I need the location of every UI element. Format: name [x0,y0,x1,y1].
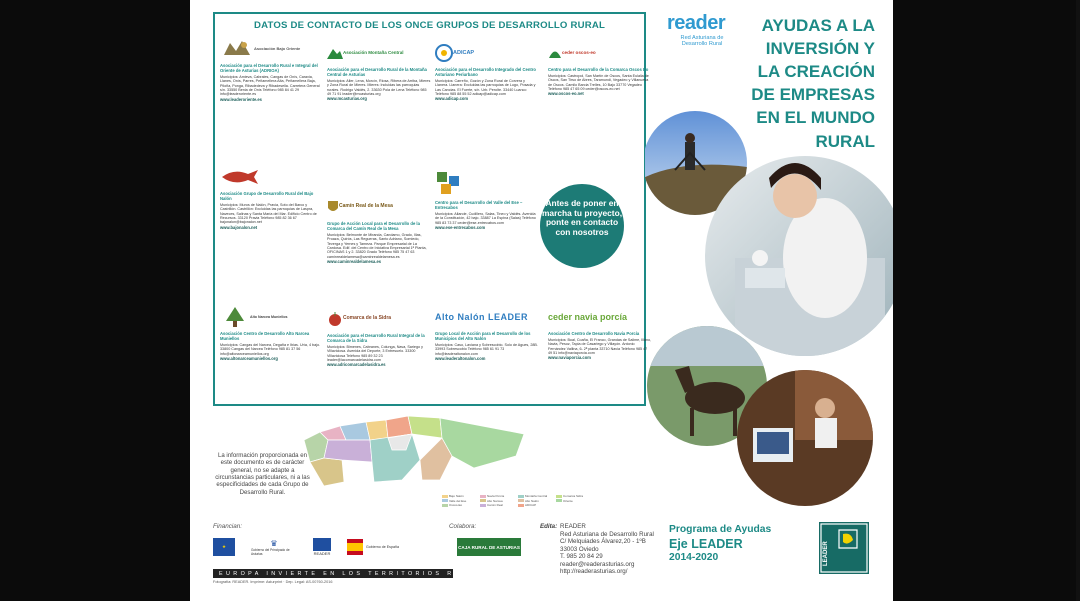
edita-label: Edita: [540,523,558,530]
group-details: Municipios: Caso, Laviana y Sobrescobio. Solo de Agues, 28B. 33993 Sobrescobio Teléfono 985 61 91 73 info@leaderaltonalon.com [435,342,538,356]
alto-nalon-wordmark [435,313,528,322]
group-website-link[interactable]: www.adricomarcadelasidra.es [327,362,386,368]
program-title [669,524,771,565]
leader-logo [819,522,869,574]
group-logo [220,164,324,190]
tree-logo-icon [220,305,250,329]
spain-gov-logo [347,538,427,556]
legend-swatch [442,495,448,498]
legend-label: Bajo Nalón [449,494,464,498]
group-name: Centro para el Desarrollo de la Comarca Oscos Eo [548,67,649,72]
funder-name: READER [313,551,331,556]
program-line-3: 2014-2020 [669,552,719,564]
eu-flag-logo [213,538,235,556]
group-website-link[interactable]: www.leaderoriente.es [220,96,262,102]
publisher-line: T. 985 20 84 29 [560,553,603,561]
publisher-website-link[interactable]: http://readerasturias.org/ [560,568,628,576]
program-line-2: Eje LEADER [669,536,743,551]
group-website-link[interactable]: www.naviaporcia.com [548,355,591,361]
legend-label: Navia Porcía [487,494,505,498]
group-card-montana-central [327,40,431,210]
group-logo [548,304,652,330]
legend-item [518,499,539,503]
group-logo [220,304,324,330]
legend-item [518,503,536,507]
group-logo [327,194,431,220]
fish-logo-icon [220,166,260,188]
group-name: Asociación para el Desarrollo Integrado del Centro Asturiano Periurbano [435,67,536,77]
logo-text: ADICAP [453,49,475,56]
group-website-link[interactable]: www.oscos-eo.net [548,91,584,97]
group-name: Grupo de Acción Local para el Desarrollo de la Comarca del Camín Real de la Mesa [327,221,420,231]
title-line: INVERSIÓN Y [765,39,875,59]
valle-logo-icon [435,170,469,198]
group-website-link[interactable]: www.adicap.com [435,96,469,102]
program-line-1: Programa de Ayudas [669,524,772,535]
group-card-navia-porcia [548,304,652,394]
shield-logo-icon [327,200,339,214]
logo-text: Comarca de la Sidra [343,315,392,322]
asturias-gov-logo [251,536,297,558]
group-website-link[interactable]: www.mcasturias.org [327,96,367,102]
map-legend [442,494,592,508]
legend-label: Camín Real [487,503,503,508]
group-card-oscos-eo [548,40,652,160]
group-website-link[interactable]: www.caminrealdelamesa.es [327,259,382,265]
viewer-scrollbar[interactable] [1076,0,1080,601]
group-card-bajo-nalon [220,164,324,279]
group-details: Municipios: Amieva, Cabrales, Cangas de Onís, Caravia, Llanes, Onís, Parres, Peñamellera Alta, Peñamellera Baja, Piloña, Ponga, Ribadedeva y Ribadesella. Carretera General s/n. 33550 Benia de Onís Teléfono 985 84 41 29 info@leaderoriente.es [220,74,320,97]
legend-label: Valle del Ese [449,498,467,503]
legend-item [442,503,462,507]
group-card-alto-nalon [435,304,539,394]
group-details: Municipios: Allande, Cudillero, Salas, Tineo y Valdés. Avenida de la Constitución, 42 bajo. 33887 La Espina (Salas) Teléfono 985 83 73 37 ceder@ese-entrecabos.com [435,211,536,225]
legend-label: Montaña Central [525,494,548,498]
eu-flag-icon [313,538,331,551]
group-website-link[interactable]: www.leaderaltonalon.com [435,355,486,361]
panel-title: DATOS DE CONTACTO DE LOS ONCE GRUPOS DE DESARROLLO RURAL [253,20,606,31]
group-name: Asociación Grupo de Desarrollo Rural del Bajo Nalón [220,191,314,201]
map-region-sidra [408,416,442,438]
mountain-logo-icon [327,47,343,59]
group-details: Municipios: Muros de Nalón, Pravia, Soto del Barco y Castrillón. Castrillón: Excluidas las parroquias de Laspra, Naveces, Salinas y Santa María del Mar. Edificio Centro de Recursos. 33120 Pravia Teléfono 985 82 36 67 bajonalon@bajonalon.net [220,202,317,225]
group-details: Municipios: Aller, Lena, Morcín, Riosa, Ribera de Arriba, Mieres y Zona Rural de Mieres. Mieres: Incluidas las parroquias rurales. Rodrigo Valdés, 2. 33630 Pola de Lena Teléfono 985 49 71 91 leader@mcasturias.org [327,78,431,96]
legend-item [518,494,547,498]
legend-item [556,494,583,498]
legend-swatch [518,504,524,507]
group-card-adrioa [220,36,324,144]
publisher-line: Red Asturiana de Desarrollo Rural [560,530,654,538]
colabora-label: Colabora: [449,523,477,530]
legend-label: ADICAP [525,503,537,508]
group-name: Asociación Centro de Desarrollo Navia Porcía [548,331,640,336]
crest-icon: ♛ [270,538,278,548]
spain-flag-icon [347,539,363,555]
reader-subtitle-2: Desarrollo Rural [681,41,723,47]
reader-wordmark: reader [667,12,726,34]
group-website-link[interactable]: www.ese-entrecabos.com [435,224,486,230]
publisher-email-link[interactable]: reader@readerasturias.org [560,560,635,568]
legend-item [442,499,466,503]
group-logo [435,304,539,330]
oriente-logo-icon [220,37,254,61]
group-name: Asociación para el Desarrollo Rural e Integral del Oriente de Asturias (ADRIOA) [220,63,318,73]
map-region-oriente [440,418,524,468]
group-logo [220,36,324,62]
legend-swatch [480,495,486,498]
group-details: Municipios: Cangas del Narcea, Degaña e Ibias. Uría, 4 bajo. 33800 Cangas del Narcea Teléfono 985 81 37 56 info@altonarceamuniellos.org [220,342,321,356]
footer [213,518,875,598]
logo-text: Alto Narcea Muniellos [250,314,288,319]
map-region-bajo-nalon [366,420,388,440]
publisher-line: READER [560,523,586,530]
legend-item [442,494,464,498]
financian-label: Financian: [213,523,243,530]
logo-text: Camín Real de la Mesa [339,203,393,210]
group-details: Municipios: Castropol, San Martín de Oscos, Santa Eulalia de Oscos, San Tirso de Abres, Taramundi, Vegadeo y Villanueva de Oscos. Camilo Barcia Trelles, 10 Bajo 33770 Vegadeo Teléfono 985 47 65 09 ceder@oscos-eo.net [548,73,649,92]
adicap-logo-icon [435,44,453,62]
title-line: LA CREACIÓN [757,62,875,82]
funder-name: Gobierno del Principado de Asturias [251,547,290,556]
title-line: EN EL MUNDO [756,108,875,128]
legend-label: Alto Nalón [525,498,539,503]
group-details: Municipios: Carreño, Gozón y Zona Rural de Corvera y Llanera. Llanera: Excluidas las parroquias de Lugo, Posada y Las Cancias. El Fuerte, s/n. Urb. Perolte. 33440 Luanco Teléfono 985 88 55 52 adicap@adicap.com [435,78,536,96]
group-details: Municipios: Bimenes, Cabranes, Colunga, Nava, Sariego y Villaviciosa. Avenida del Deporte, 3 Entresuelo. 33300 Villaviciosa Teléfono 985 89 32 23 leader@lacomarcadelasidra.com [327,344,423,362]
funder-name: Gobierno de España [366,545,399,549]
brochure-page [190,0,893,601]
title-line: DE EMPRESAS [751,85,875,105]
apple-logo-icon [327,311,343,327]
group-details: Municipios: Boal, Coaña, El Franco, Grandas de Salime, Illano, Navia, Pesoz, Tapia de Casariego y Villayón. Antonio Fernández Vallina, 6- 2ª planta 33710 Navia Teléfono 985 47 49 51 info@naviaporcia.com [548,337,652,356]
group-card-camin-real [327,194,431,304]
eu-slogan-bar: EUROPA INVIERTE EN LOS TERRITORIOS RURALES [213,569,453,578]
legend-swatch [442,499,448,502]
group-logo [435,169,539,199]
group-card-comarca-sidra [327,306,431,396]
legend-label: Alto Narcea [487,498,503,503]
group-card-alto-narcea [220,304,324,389]
title-line: AYUDAS A LA [761,16,875,35]
logo-text: ceder oscos-eo [562,50,596,56]
group-name: Centro para el Desarrollo del Valle del Ese – Entrecabos [435,200,523,210]
leader-emblem-icon [819,522,869,574]
contact-panel [213,12,652,406]
publisher-line: 33003 Oviedo [560,545,599,553]
legend-item [480,503,503,507]
legend-swatch [442,504,448,507]
credits-text: Fotografía: READER. Imprime: Asturprint · Dep. Legal: AS-00760-2016 [213,580,333,584]
group-logo [327,40,431,66]
caja-rural-logo: CAJA RURAL DE ASTURIAS [457,538,521,556]
group-logo [327,306,431,332]
map-region-ese [340,422,370,440]
contact-callout-circle: Antes de poner en marcha tu proyecto, ponte en contacto con nosotros [540,184,624,268]
group-name: Asociación para el Desarrollo Rural de la Montaña Central de Asturias [327,67,427,77]
map-region-camin-real [324,440,372,462]
legend-swatch [480,504,486,507]
logo-text: Alto Nalón LEADER [435,311,528,322]
legend-label: Oriente [563,498,573,503]
legend-swatch [556,499,562,502]
group-website-link[interactable]: www.bajonalon.net [220,224,258,230]
oscos-logo-icon [548,47,562,59]
title-line: RURAL [815,131,875,151]
group-logo [435,40,539,66]
reader-subtitle-1: Red Asturiana de [680,35,724,41]
group-details: Municipios: Belmonte de Miranda, Candamo, Grado, Illas, Proaza, Quirós, Las Regueras, Santo Adriano, Somiedo, Teverga y Yernes y Tameza. Parque Empresarial de La Cardosa. Edif. del Centro de Iniciativa Empresarial 1ª Planta, OFICINAS 1 y 2. 33820 Grado Teléfono 985 75 47 63 caminrealdelamesa@caminrealdelamesa.es [327,232,427,259]
legend-swatch [480,499,486,502]
legend-swatch [518,495,524,498]
reader-footer-logo [309,534,335,560]
legend-item [480,499,503,503]
legend-label: Comarca Sidra [563,494,584,498]
legend-item [480,494,504,498]
publisher-line: C/ Melquiades Álvarez,20 - 1ºB [560,538,646,546]
disclaimer-text: La información proporcionada en este documento es de carácter general, no se adapte a circunstancias particulares, ni a las especificidades de cada Grupo de Desarrollo Rural. [215,452,310,496]
group-name: Grupo Local de Acción para el Desarrollo de los Municipios del Alto Nalón [435,331,531,341]
map-region-alto-narcea [310,458,344,486]
publisher-lines [560,523,654,576]
photo-workshop [737,370,875,506]
legend-swatch [518,499,524,502]
publisher-block [540,523,654,576]
leader-logo-text: LEADER [823,541,829,566]
group-name: Asociación Centro de Desarrollo Alto Narcea Muniellos [220,331,310,341]
photo-collage [645,108,893,508]
reader-logo [667,12,737,47]
group-card-adicap [435,40,539,170]
legend-item [556,499,573,503]
eu-star-icon: ★ [221,544,227,549]
legend-swatch [556,495,562,498]
group-card-valle-ese [435,169,539,279]
logo-text: ceder navia porcía [548,311,628,322]
logo-text: Asociación Montaña Central [343,50,404,56]
legend-label: Oscos-Eo [449,503,463,508]
group-name: Asociación para el Desarrollo Rural Integral de la Comarca de la Sidra [327,333,425,343]
group-logo [548,40,652,66]
logo-text: Asociación Bajo Oriente [254,45,301,51]
group-website-link[interactable]: www.altonarceamuniellos.org [220,355,278,361]
